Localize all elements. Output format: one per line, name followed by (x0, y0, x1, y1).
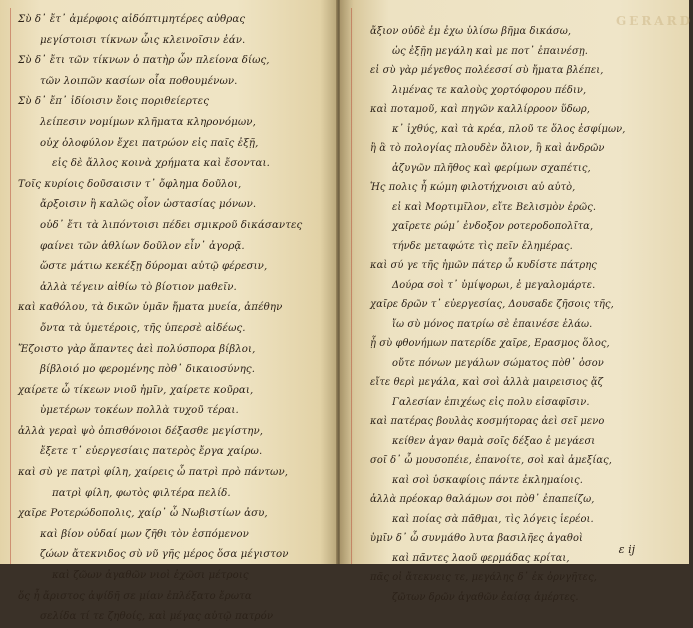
left-page-line: ὄντα τὰ ὑμετέροις, τῆς ὑπερσὲ αἰδέως. (40, 322, 246, 334)
left-page-line: οὐδ᾽ ἔτι τὰ λιπόντοισι πέδει σμικροῦ δικάσαντες (40, 219, 303, 231)
right-page-line: οὔτε πόνων μεγάλων σώματος πὸθ᾽ ὁσον (392, 357, 604, 369)
right-page-line: εἴτε θερὶ μεγάλα, καὶ σοὶ ἀλλὰ μαιρεισιος ᾅζ (370, 377, 604, 388)
right-page-line: καὶ ποταμοῦ, καὶ πηγῶν καλλίρροον ὕδωρ, (370, 104, 591, 115)
left-page-line: ἀλλὰ τέγειν αἰθίω τὸ βίοτιον μαθεῖν. (40, 281, 237, 293)
right-page-line: ὡς ἐξῇη μεγάλη καὶ με ποτ᾽ ἐπαινέσῃ. (392, 45, 589, 57)
right-page-line: ὑμῖν δ᾽ ὦ συνμάθο λυτα βασιλῆες ἀγαθοὶ (370, 533, 583, 544)
left-page-line: βίβλοιό μο φερομένης πὸθ᾽ δικαιοσύνης. (40, 364, 256, 376)
left-page-line: Σὺ δ᾽ ἔτ᾽ ἀμέρφοις αἰδόπτιμητέρες αὐθρας (18, 14, 246, 25)
right-page-line: καὶ πᾶντες λαοῦ φερμάδας κρίται, (392, 552, 570, 564)
right-page-line: ἀλλὰ πρέοκαρ θαλάμων σοι πὸθ᾽ ἐπαπείζω, (370, 494, 595, 505)
right-page-line: εἰ σὺ γὰρ μέγεθος πολέεσσί σὺ ἤματα βλέπει, (370, 65, 604, 76)
right-page-line: ᾗ σὺ φθονήμων πατερίδε χαῖρε, Ερασμος ὅλος, (370, 338, 610, 349)
left-page-line: καὶ καθόλου, τὰ δικῶν ὑμᾶν ἤματα μυεία, ἀπέθην (18, 302, 283, 314)
left-page-line: ζώων ἄτεκνιδος σὺ νῦ γῆς μέρος ὅσα μέγιστον (40, 549, 289, 561)
signature-mark: ε ij (618, 543, 635, 556)
left-page-line: οὐχ ὁλοφύλον ἔχει πατρώον εἰς παῖς ἐξῇ, (40, 137, 259, 149)
right-page-line: καὶ πατέρας βουλὰς κοσμήτορας ἀεὶ σεῖ μενο (370, 416, 605, 427)
right-page-line: χαῖρετε ρώμ᾽ ἐνδοξον ροτεροδοπολῖτα, (392, 221, 594, 232)
left-page-line: Σὺ δ᾽ ἔτι τῶν τίκνων ὁ πατὴρ ὧν πλείονα δίως, (18, 55, 270, 67)
left-page-line: σελίδα τί τε ζηθοίς, καὶ μέγας αὐτῷ πατρόν (40, 611, 274, 623)
right-page-line: χαῖρε δρῶν τ᾽ εὐεργεσίας, Δουσαδε ζῆσοις τῆς, (370, 299, 614, 310)
left-page-line: Σὺ δ᾽ ἔπ᾽ ἰδίοισιν ἔοις ποριθείερτες (18, 96, 210, 108)
right-page-line: ἄξιον οὐδὲ ἐμ ἐχω ὑλίσω βῆμα δικάσω, (370, 26, 572, 37)
left-page-line: ἔξετε τ᾽ εὐεργεσίαις πατερὸς ἔργα χαίρω. (40, 446, 263, 458)
right-page-text (370, 22, 679, 607)
left-page-line: ἀλλὰ γεραὶ ψὸ ὀπισθόνοιοι δέξασθε μεγίστην, (18, 425, 264, 437)
left-page-text (18, 10, 327, 628)
left-page-line: ἄρξοισιν ἢ καλῶς οἷον ὡστασίας μόνων. (40, 199, 257, 211)
right-page-line: σοῖ δ᾽ ὦ μουσοπέιε, ἐπανοίτε, σοὶ καὶ ἀμεξίας, (370, 455, 613, 466)
left-page-line: ὥστε μάτιω κεκέξῃ δύρομαι αὐτῷ φέρεσιν, (40, 261, 268, 273)
right-page-line: καὶ ποίας σὰ πᾶθμαι, τὶς λόγεις ἱερέοι. (392, 513, 594, 525)
right-page-line: λιμένας τε καλοὺς χορτόφορου πέδιν, (392, 84, 587, 96)
right-page-line: Γαλεσίαν ἐπιχέως εἰς πολυ εἰσαφῖσιν. (392, 396, 590, 408)
right-page-line: ἢ ἃ τὸ πολογίας πλουδὲν ὄλιον, ἢ καὶ ἀνδρῶν (370, 143, 605, 154)
show-through-heading: GERARD (615, 14, 693, 28)
right-page-line: πᾶς οἱ ἄτεκνεις τε, μεγάλης δ᾽ ἐκ ὀρνγῆτες, (370, 572, 597, 583)
left-page-line: πατρὶ φίλη, φωτὸς φιλτέρα πελίδ. (52, 487, 231, 499)
left-page-line: Ἔζοιστο γὰρ ἅπαντες ἀεὶ πολύσπορα βίβλοι, (18, 343, 256, 355)
right-page-line: εἰ καὶ Μορτιμῖλον, εἴτε Βελισμὸν ἐρῶς. (392, 201, 597, 213)
left-page (0, 0, 338, 623)
right-page-line: Δούρα σοὶ τ᾽ ὑμίψορωι, ἐ μεγαλομάρτε. (392, 279, 596, 291)
right-page-line: ζῶτων δρῶν ἀγαθῶν ἐαίσᾳ ἀμέρτες. (392, 591, 579, 603)
left-page-line: καὶ ζῶων ἀγαθῶν νιοὶ ἐχῶσι μέτροις (52, 570, 249, 582)
right-page-line: κείθεν ἀγαν θαμὰ σοῖς δέξαο ἐ μεγάεσι (392, 435, 596, 447)
right-page-line: τήνδε μεταφώτε τὶς πεῖν ἐλημέρας. (392, 240, 573, 252)
left-page-line: Τοῖς κυρίοις δοῦσαισιν τ᾽ ὄφλημα δοῦλοι, (18, 178, 242, 190)
right-page-line: καὶ σοὶ ὑσκαφίοις πάντε ἐκλημαίοις. (392, 474, 583, 486)
left-page-line: φαίνει τῶν ἀθλίων δοῦλον εἶν᾽ ἀγορᾷ. (40, 240, 245, 252)
left-page-line: ὑμετέρων τοκέων πολλὰ τυχοῦ τέραι. (40, 405, 239, 417)
right-margin-rule (351, 8, 352, 564)
right-page-line: κ᾽ ἰχθύς, καὶ τὰ κρέα, πλοῦ τε ὅλος ἐσφίμων, (392, 123, 626, 135)
left-page-line: εἰς δὲ ἄλλος κοινὰ χρήματα καὶ ἔσονται. (52, 158, 270, 170)
left-page-line: λείπεσιν νομίμων κλῆματα κληρονόμων, (40, 116, 256, 128)
left-page-line: καὶ σὺ γε πατρὶ φίλη, χαίρεις ὦ πατρὶ πρὸ πάντων, (18, 467, 289, 479)
left-page-line: μεγίστοισι τίκνων ὧις κλεινοῖσιν ἐάν. (40, 34, 246, 46)
left-margin-rule (10, 8, 11, 564)
left-page-line: καὶ βίον οὐδαί μων ζῆθι τὸν ἑσπόμενον (40, 528, 249, 540)
right-page-line: καὶ σύ γε τῆς ἡμῶν πάτερ ὦ κυδίστε πάτρης (370, 260, 597, 271)
right-page-line: ἀζυγῶν πλῆθος καὶ φερίμων σχαπέτις, (392, 162, 591, 174)
right-page-line: Ἡς πολις ἦ κώμη φιλοτήχνοισι αὐ αὐτὸ, (370, 182, 576, 193)
right-page-line: ἴω σὺ μόνος πατρίω σὲ ἐπαινέσε ἑλάω. (392, 318, 593, 330)
right-page (340, 0, 693, 603)
left-page-line: χαίρετε ὦ τίκεων νιοῦ ἡμῖν, χαίρετε κοῦραι, (18, 384, 254, 396)
left-page-line: τῶν λοιπῶν κασίων οἷα ποθουμένων. (40, 75, 238, 87)
left-page-line: χαῖρε Ροτερώδοπολις, χαίρ᾽ ὦ Νωβιστίων ἀσυ, (18, 508, 268, 520)
left-page-line: ὅς ἦ ἄριστος ἀψίδῆ σε μίαν ἐπλέξατο ἔρωτα (18, 590, 252, 602)
